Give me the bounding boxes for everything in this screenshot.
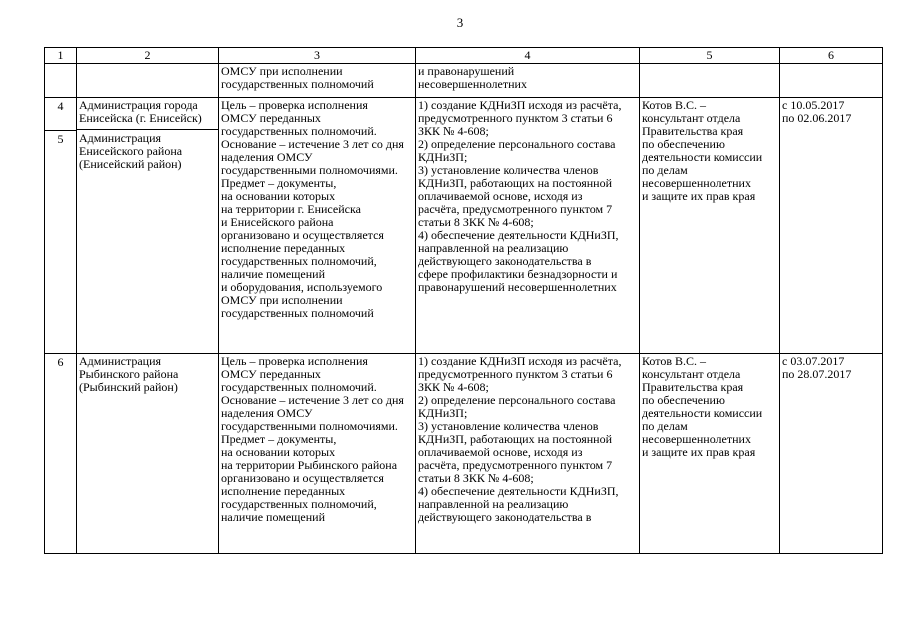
- organization-name: Администрация Енисейского района (Енисейский район): [77, 129, 218, 173]
- tasks-cell: 1) создание КДНиЗП исходя из расчёта, предусмотренного пунктом 3 статьи 6 ЗКК № 4-608; 2) определение персонального состава КДНиЗП; 3) установление количества членов КДНиЗП, работающих на постоянной оплачиваемой основе, исходя из расчёта, предусмотренного пунктом 7 статьи 8 ЗКК № 4-608; 4) обеспечение деятельности КДНиЗП, направленной на реализацию действующего законодательства в: [416, 354, 640, 554]
- column-header-1: 1: [45, 48, 77, 64]
- responsible-person-cell: Котов В.С. – консультант отдела Правительства края по обеспечению деятельности комиссии по делам несовершеннолетних и защите их прав края: [640, 354, 780, 554]
- inspection-plan-table: [44, 47, 883, 554]
- organization-cell: [77, 98, 219, 354]
- column-header-5: 5: [640, 48, 780, 64]
- column-header-4: 4: [416, 48, 640, 64]
- row-number: 4: [57, 99, 64, 113]
- goal-cell: Цель – проверка исполнения ОМСУ переданных государственных полномочий. Основание – истечение 3 лет со дня наделения ОМСУ государственными полномочиями. Предмет – документы, на основании которых на территории г. Енисейска и Енисейского района организовано и осуществляется исполнение переданных государственных полномочий, наличие помещений и оборудования, используемого ОМСУ при исполнении государственных полномочий: [219, 98, 416, 354]
- column-number-row: [45, 48, 883, 64]
- column-header-3: 3: [219, 48, 416, 64]
- column-header-6: 6: [780, 48, 883, 64]
- responsible-person-cell: [640, 64, 780, 98]
- row-number-cell: [45, 98, 77, 354]
- tasks-cell: и правонарушений несовершеннолетних: [416, 64, 640, 98]
- goal-cell: Цель – проверка исполнения ОМСУ переданных государственных полномочий. Основание – истечение 3 лет со дня наделения ОМСУ государственными полномочиями. Предмет – документы, на основании которых на территории Рыбинского района организовано и осуществляется исполнение переданных государственных полномочий, наличие помещений: [219, 354, 416, 554]
- goal-cell: ОМСУ при исполнении государственных полномочий: [219, 64, 416, 98]
- page-number: 3: [456, 15, 464, 30]
- row-number: 5: [45, 130, 76, 146]
- responsible-person-cell: Котов В.С. – консультант отдела Правительства края по обеспечению деятельности комиссии по делам несовершеннолетних и защите их прав края: [640, 98, 780, 354]
- organization-name: Администрация города Енисейска (г. Енисейск): [79, 98, 202, 125]
- table-row: [45, 354, 883, 554]
- column-header-2: 2: [77, 48, 219, 64]
- dates-cell: с 03.07.2017 по 28.07.2017: [780, 354, 883, 554]
- table-row: [45, 98, 883, 354]
- tasks-cell: 1) создание КДНиЗП исходя из расчёта, предусмотренного пунктом 3 статьи 6 ЗКК № 4-608; 2) определение персонального состава КДНиЗП; 3) установление количества членов КДНиЗП, работающих на постоянной оплачиваемой основе, исходя из расчёта, предусмотренного пунктом 7 статьи 8 ЗКК № 4-608; 4) обеспечение деятельности КДНиЗП, направленной на реализацию действующего законодательства в сфере профилактики безнадзорности и правонарушений несовершеннолетних: [416, 98, 640, 354]
- organization-cell: Администрация Рыбинского района (Рыбинский район): [77, 354, 219, 554]
- table-row: [45, 64, 883, 98]
- organization-cell: [77, 64, 219, 98]
- dates-cell: [780, 64, 883, 98]
- dates-cell: с 10.05.2017 по 02.06.2017: [780, 98, 883, 354]
- row-number: [45, 64, 77, 98]
- row-number: 6: [45, 354, 77, 554]
